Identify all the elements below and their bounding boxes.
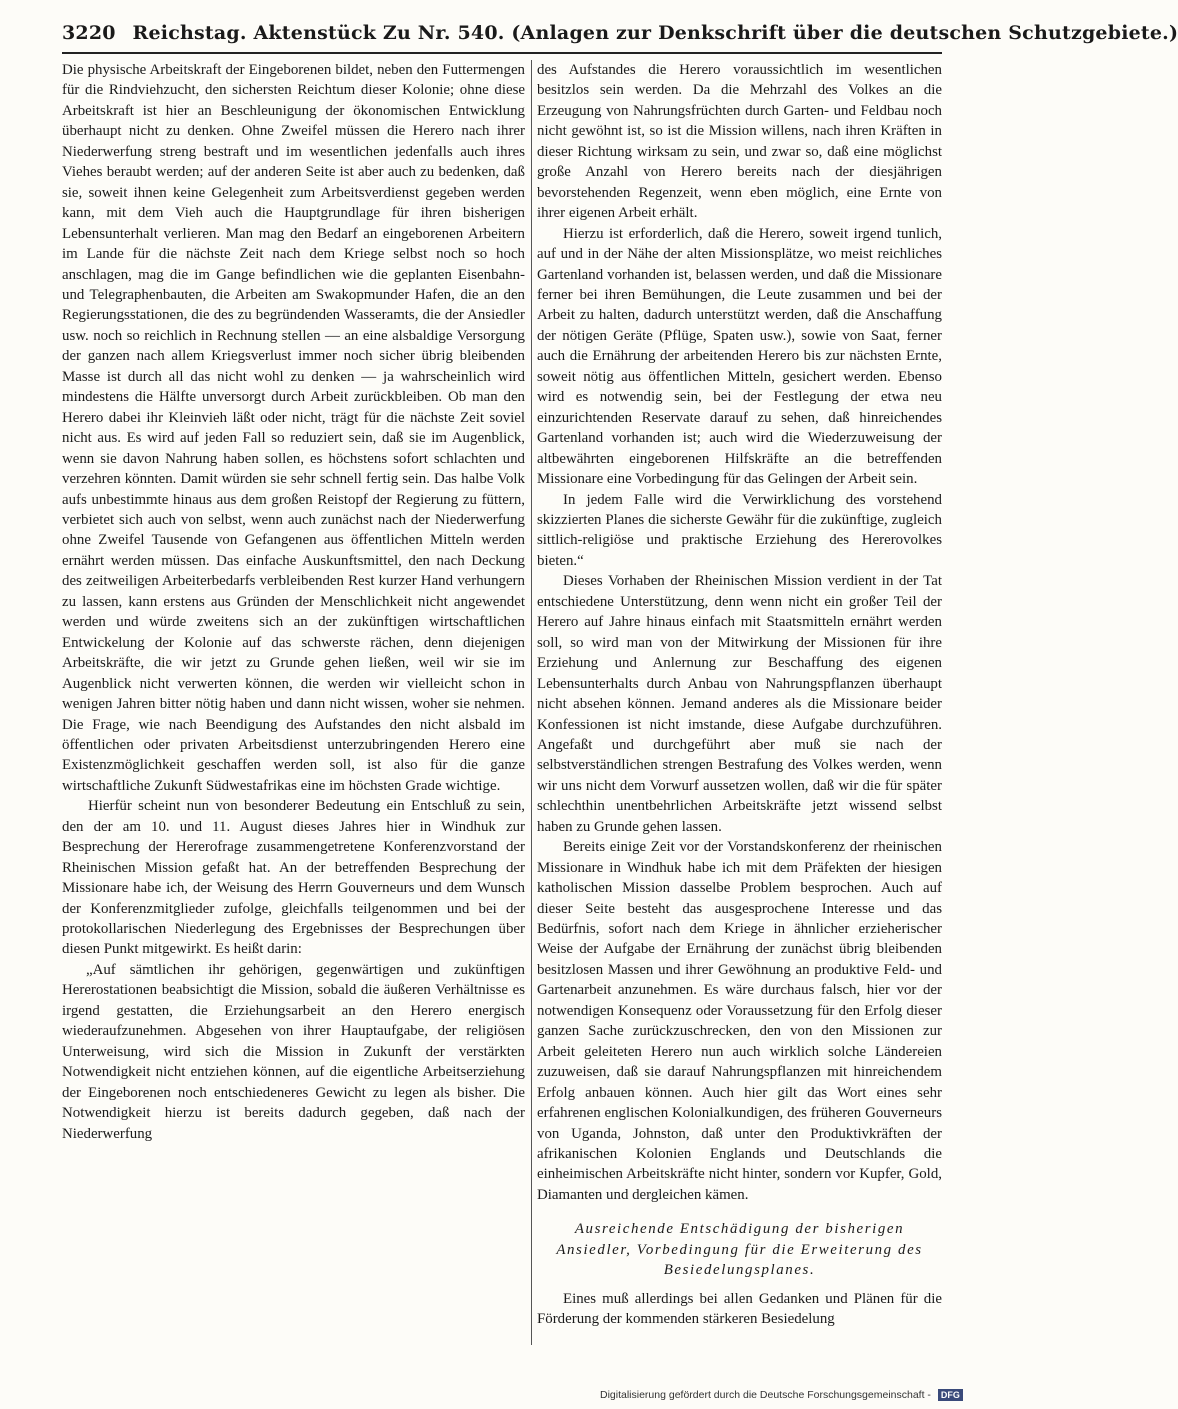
paragraph: Die physische Arbeitskraft der Eingeborenen bildet, neben den Futtermengen für die Rindviehzucht, den sichersten Reichtum dieser Kolonie; ohne diese Arbeitskraft ist hier an Beschleunigung der ökonomischen Entwicklung überhaupt nicht zu denken. Ohne Zweifel müssen die Herero nach ihrer Niederwerfung streng bestraft und im wesentlichen jedenfalls auch ihres Viehes beraubt werden; auf der anderen Seite ist aber auch zu bedenken, daß sie, soweit ihnen keine Gelegenheit zum Arbeitsverdienst gegeben werden kann, mit dem Vieh auch die Hauptgrundlage für ihren bisherigen Lebensunterhalt verlieren. Man mag den Bedarf an eingeborenen Arbeitern im Lande für die nächste Zeit nach dem Kriege selbst noch so hoch anschlagen, mag die im Gange befindlichen wie die geplanten Eisenbahn- und Telegraphenbauten, die Arbeiten am Swakopmunder Hafen, die an den Regierungsstationen, die des zu begründenden Wasseramts, die der Ansiedler usw. noch so reichlich in Rechnung stellen — an eine alsbaldige Versorgung der ganzen nach allem Kriegsverlust immer noch sicher übrig bleibenden Masse ist durch all das nicht wohl zu denken — ja wahrscheinlich wird mindestens die Hälfte unversorgt durch Arbeit zurückbleiben. Ob man den Herero dabei ihr Kleinvieh läßt oder nicht, trägt für die nächste Zeit soviel nicht aus. Es wird auf jeden Fall so reduziert sein, daß sie im Augenblick, wenn sie davon Nahrung haben sollen, es höchstens sofort schlachten und verzehren könnten. Damit würden sie sehr schnell fertig sein. Das halbe Volk aufs unbestimmte hinaus aus dem großen Reistopf der Regierung zu füttern, verbietet sich auch von selbst, wenn auch zunächst nach der Niederwerfung ohne Zweifel Tausende von Gefangenen aus öffentlichen Mitteln werden ernährt werden müssen. Das einfache Auskunftsmittel, den nach Deckung des zeitweiligen Arbeiterbedarfs verbleibenden Rest kurzer Hand verhungern zu lassen, kann erstens aus Gründen der Menschlichkeit nicht angewendet werden und würde zweitens sich an der zukünftigen wirtschaftlichen Entwickelung der Kolonie auf das schwerste rächen, denn diejenigen Arbeitskräfte, die wir jetzt zu Grunde gehen ließen, weil wir sie im Augenblick nicht verwerten können, die werden wir vielleicht schon in wenigen Jahren bitter nötig haben und dann nicht wissen, woher sie nehmen. Die Frage, wie nach Beendigung des Aufstandes den nicht alsbald im öffentlichen oder privaten Arbeitsdienst unterzubringenden Herero eine Existenzmöglichkeit geschaffen werden soll, ist also für die ganze wirtschaftliche Zukunft Südwestafrikas eine im höchsten Grade wichtige. — [62, 62, 525, 794]
digitization-footer — [600, 1389, 960, 1405]
paragraph: Bereits einige Zeit vor der Vorstandskonferenz der rheinischen Missionare in Windhuk habe ich mit dem Präfekten der hiesigen katholischen Mission dasselbe Problem besprochen. Auch auf dieser Seite besteht das ausgesprochene Interesse und das Bedürfnis, sofort nach dem Kriege in ähnlicher erzieherischer Weise der Aufgabe der Ernährung der zunächst übrig bleibenden besitzlosen Massen und ihrer Gewöhnung an produktive Feld- und Gartenarbeit anzunehmen. Es wäre durchaus falsch, hier vor der notwendigen Konsequenz oder Voraussetzung für den Erfolg dieser ganzen Sache zurückzuschrecken, den von den Missionen zur Arbeit geleiteten Herero nun auch wirklich solche Ländereien zuzuweisen, daß sie darauf Nahrungspflanzen mit hinreichendem Erfolg anbauen können. Auch hier gilt das Wort eines sehr erfahrenen englischen Kolonialkundigen, des früheren Gouverneurs von Uganda, Johnston, daß unter den Produktivkräften der afrikanischen Kolonien Englands und Deutschlands die einheimischen Arbeitskräfte nicht hinter, sondern vor Kupfer, Gold, Diamanten und dergleichen kämen. — [537, 839, 942, 1203]
dfg-logo: DFG — [938, 1389, 963, 1401]
paragraph: Hierfür scheint nun von besonderer Bedeutung ein Entschluß zu sein, den der am 10. und 11. August dieses Jahres hier in Windhuk zur Besprechung der Hererofrage zusammengetretene Konferenzvorstand der Rheinischen Mission gefaßt hat. An der betreffenden Besprechung der Missionare habe ich, der Weisung des Herrn Gouverneurs und dem Wunsch der Konferenzmitglieder zufolge, gleichfalls teilgenommen und bei der protokollarischen Niederlegung des Ergebnisses der Besprechungen über diesen Punkt mitgewirkt. Es heißt darin: — [62, 798, 525, 958]
page-header — [62, 22, 1178, 52]
paragraph: Dieses Vorhaben der Rheinischen Mission verdient in der Tat entschiedene Unterstützung, denn wenn nicht ein großer Teil der Herero auf Jahre hinaus einfach mit Staatsmitteln ernährt werden soll, so wird man von der Mitwirkung der Missionen für ihre Erziehung und Anlernung zur Beschaffung des eigenen Lebensunterhalts durch Anbau von Nahrungspflanzen überhaupt nicht absehen können. Jemand anderes als die Missionare beider Konfessionen ist nicht imstande, diese Aufgabe durchzuführen. Angefaßt und durchgeführt aber muß sie nach der selbstverständlichen strengen Bestrafung des Volkes werden, wenn wir uns nicht dem Vorwurf aussetzen wollen, daß wir die für später schlechthin unentbehrlichen Arbeitskräfte jetzt wissend selbst haben zu Grunde gehen lassen. — [537, 573, 942, 835]
left-column — [62, 60, 525, 1370]
paragraph: Hierzu ist erforderlich, daß die Herero, soweit irgend tunlich, auf und in der Nähe der alten Missionsplätze, wo meist reichliches Gartenland vorhanden ist, belassen werden, und daß die Missionare ferner bei ihren Bemühungen, die Leute zusammen und bei der Arbeit zu halten, dadurch unterstützt werden, daß die Anschaffung der nötigen Geräte (Pflüge, Spaten usw.), sowie von Saat, ferner auch die Ernährung der arbeitenden Herero bis zur nächsten Ernte, soweit nötig aus öffentlichen Mitteln, gesichert werden. Ebenso wird es notwendig sein, bei der Festlegung der etwa neu einzurichtenden Reservate darauf zu sehen, daß hinreichendes Gartenland vorhanden ist; auch wird die Wiederzuweisung der altbewährten eingeborenen Hilfskräfte an die betreffenden Missionare eine Vorbedingung für das Gelingen der Arbeit sein. — [537, 225, 942, 488]
running-title: Reichstag. Aktenstück Zu Nr. 540. (Anlagen zur Denkschrift über die deutschen Schutzgebiete.) — [132, 22, 1178, 44]
right-column — [537, 60, 942, 1370]
paragraph: Eines muß allerdings bei allen Gedanken und Plänen für die Förderung der kommenden stärkeren Besiedelung — [537, 1290, 942, 1328]
paragraph: In jedem Falle wird die Verwirklichung des vorstehend skizzierten Planes die sicherste Gewähr für die zukünftige, zugleich sittlich-religiöse und praktische Erziehung des Hererovolkes bieten.“ — [537, 491, 942, 569]
footer-text: Digitalisierung gefördert durch die Deutsche Forschungsgemeinschaft - — [600, 1389, 931, 1401]
column-divider — [531, 60, 532, 1345]
quoted-paragraph: „Auf sämtlichen ihr gehörigen, gegenwärtigen und zukünftigen Hererostationen beabsichtigt die Mission, sobald die äußeren Verhältnisse es irgend gestatten, die Erziehungsarbeit an den Herero energisch wiederaufzunehmen. Abgesehen von ihrer Hauptaufgabe, der religiösen Unterweisung, wird sich die Mission in Zukunft der verstärkten Notwendigkeit nicht entziehen können, auf die eigentliche Arbeitserziehung der Eingeborenen noch entschiedeneres Gewicht zu legen als bisher. Die Notwendigkeit hierzu ist bereits dadurch gegeben, daß nach der Niederwerfung — [62, 961, 525, 1142]
paragraph: des Aufstandes die Herero voraussichtlich im wesentlichen besitzlos sein werden. Da die Mehrzahl des Volkes an die Erzeugung von Nahrungsfrüchten durch Garten- und Feldbau noch nicht gewöhnt ist, so ist die Mission willens, nach ihren Kräften in dieser Richtung wirksam zu sein, und zwar so, daß eine möglichst große Anzahl von Herero bereits nach der diesjährigen bevorstehenden Regenzeit, wenn eben möglich, eine Ernte von ihrer eigenen Arbeit erhält. — [537, 62, 942, 222]
header-rule — [62, 52, 942, 54]
page-number: 3220 — [62, 22, 116, 44]
section-heading: Ausreichende Entschädigung der bisherigen Ansiedler, Vorbedingung für die Erweiterung des Besiedelungsplanes. — [556, 1221, 923, 1279]
